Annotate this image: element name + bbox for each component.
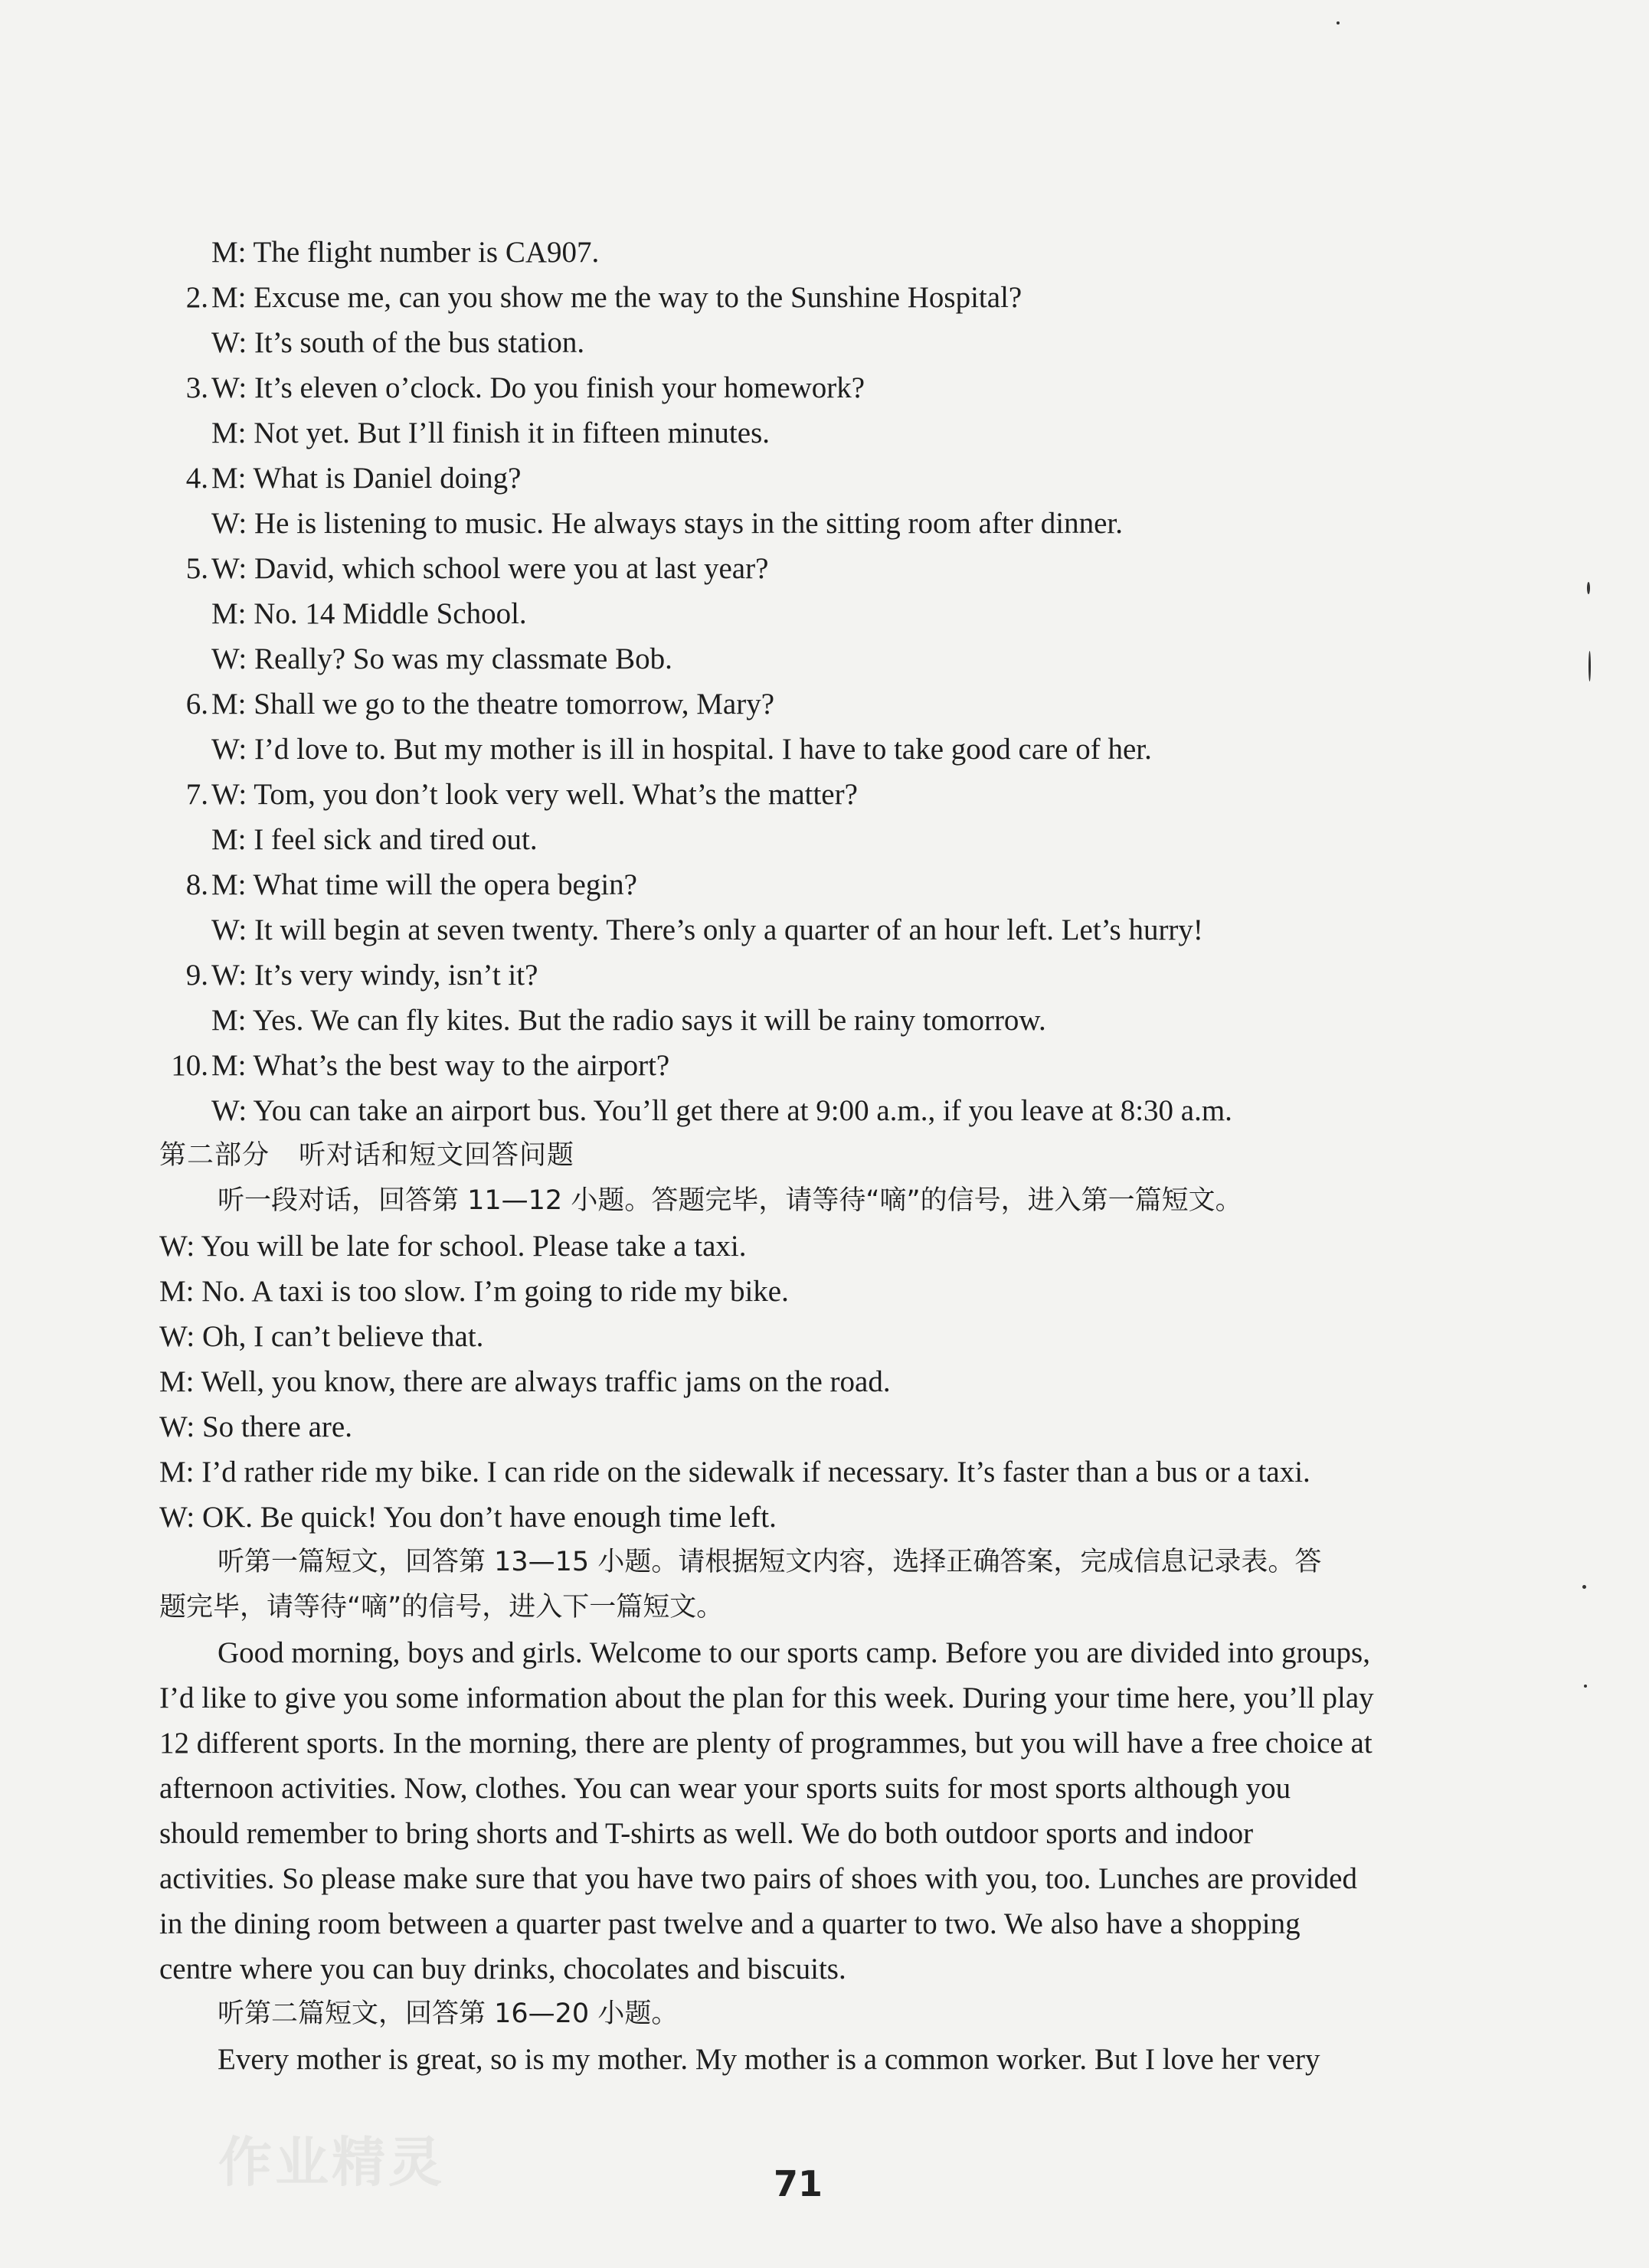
passage-line: 12 different sports. In the morning, there are plenty of programmes, but you will have a free choice at [159,1727,1373,1760]
script-text: W: He is listening to music. He always stays in the sitting room after dinner. [211,507,1124,540]
script-line [159,591,1496,636]
dialogue-line: M: No. A taxi is too slow. I’m going to ride my bike. [159,1275,789,1308]
script-text: W: Tom, you don’t look very well. What’s the matter? [211,778,858,811]
dialogue-line: W: So there are. [159,1410,352,1443]
script-text: M: I feel sick and tired out. [211,823,538,856]
script-text: M: Not yet. But I’ll finish it in fifteen minutes. [211,417,771,449]
script-line [159,546,1496,591]
passage-line: centre where you can buy drinks, chocolates and biscuits. [159,1953,846,1985]
section-heading-title: 听对话和短文回答问题 [299,1140,575,1171]
passage-line: I’d like to give you some information about the plan for this week. During your time here, you’ll play [159,1681,1374,1714]
script-text: M: No. 14 Middle School. [211,597,527,630]
script-text: M: What is Daniel doing? [211,462,522,495]
script-line [159,636,1496,681]
question-number: 10. [171,1049,208,1082]
passage-line: in the dining room between a quarter past twelve and a quarter to two. We also have a shopping [159,1907,1301,1940]
section-heading-number: 第二部分 [159,1140,270,1171]
script-line [159,275,1496,320]
script-line [159,456,1496,501]
dialogue-instruction: 听一段对话，回答第 11—12 小题。答题完毕，请等待“嘀”的信号，进入第一篇短文。 [218,1185,1242,1216]
script-text: W: I’d love to. But my mother is ill in hospital. I have to take good care of her. [211,733,1152,766]
script-text: M: Yes. We can fly kites. But the radio says it will be rainy tomorrow. [211,1004,1046,1037]
passage-line: should remember to bring shorts and T-shirts as well. We do both outdoor sports and indoor [159,1817,1254,1850]
script-line [159,727,1496,772]
dialogue-line: W: Oh, I can’t believe that. [159,1320,484,1353]
script-text: W: Really? So was my classmate Bob. [211,642,672,675]
script-line [159,998,1496,1043]
question-number [159,230,208,275]
question-number: 3. [185,371,208,404]
question-number: 5. [185,552,208,585]
question-number: 8. [185,868,208,901]
question-number [159,410,208,456]
dialogue-line: M: I’d rather ride my bike. I can ride on the sidewalk if necessary. It’s faster than a bus or a taxi. [159,1456,1310,1489]
script-line [159,907,1496,953]
passage2-instruction: 听第二篇短文，回答第 16—20 小题。 [218,1998,679,2029]
question-number [159,636,208,681]
dialogue-line: M: Well, you know, there are always traffic jams on the road. [159,1365,891,1398]
script-text: W: It’s very windy, isn’t it? [211,959,538,992]
scan-speck [1582,1585,1586,1589]
watermark-logo: 作业精灵 [218,2131,445,2194]
passage2-first-line: Every mother is great, so is my mother. My mother is a common worker. But I love her very [218,2043,1320,2076]
page-number: 71 [774,2163,823,2204]
script-text: M: Shall we go to the theatre tomorrow, Mary? [211,688,775,721]
script-text: M: Excuse me, can you show me the way to the Sunshine Hospital? [211,281,1022,314]
question-number [159,907,208,953]
script-line [159,862,1496,907]
section-heading [159,1133,1496,1178]
script-text: M: What time will the opera begin? [211,868,637,901]
question-number [159,501,208,546]
passage1-text [159,1630,1496,1992]
passage-line: activities. So please make sure that you have two pairs of shoes with you, too. Lunches are provided [159,1862,1357,1895]
script-line [159,365,1496,410]
question-number: 7. [185,778,208,811]
question-number [159,727,208,772]
script-line [159,1043,1496,1088]
script-text: M: The flight number is CA907. [211,236,600,269]
question-number [159,998,208,1043]
scan-speck [1588,651,1591,681]
scan-speck [1337,21,1340,25]
script-line [159,320,1496,365]
passage-line: Good morning, boys and girls. Welcome to our sports camp. Before you are divided into groups, [218,1636,1370,1669]
part1-listening-script [159,230,1496,1133]
scan-speck [1584,1685,1587,1688]
question-number [159,591,208,636]
script-text: W: It’s eleven o’clock. Do you finish your homework? [211,371,865,404]
script-line [159,501,1496,546]
question-number [159,1088,208,1133]
passage1-instruction-line1: 听第一篇短文，回答第 13—15 小题。请根据短文内容，选择正确答案，完成信息记录表。答 [218,1547,1322,1577]
question-number: 9. [185,959,208,992]
script-line [159,1088,1496,1133]
passage-line: afternoon activities. Now, clothes. You can wear your sports suits for most sports although you [159,1772,1291,1805]
script-line [159,230,1496,275]
dialogue-line: W: You will be late for school. Please take a taxi. [159,1230,747,1263]
question-number [159,320,208,365]
script-text: M: What’s the best way to the airport? [211,1049,670,1082]
dialogue-block [159,1224,1496,1540]
question-number: 2. [185,281,208,314]
script-text: W: David, which school were you at last year? [211,552,769,585]
script-text: W: It’s south of the bus station. [211,326,585,359]
script-line [159,410,1496,456]
passage1-instruction-line2: 题完毕，请等待“嘀”的信号，进入下一篇短文。 [159,1592,724,1623]
script-text: W: It will begin at seven twenty. There’s only a quarter of an hour left. Let’s hurry! [211,913,1203,946]
script-text: W: You can take an airport bus. You’ll get there at 9:00 a.m., if you leave at 8:30 a.m. [211,1094,1232,1127]
script-line [159,772,1496,817]
scan-speck [1587,582,1590,594]
question-number: 6. [185,688,208,721]
part2-section [159,1133,1496,2082]
question-number: 4. [185,462,208,495]
question-number [159,817,208,862]
script-line [159,953,1496,998]
dialogue-line: W: OK. Be quick! You don’t have enough time left. [159,1501,777,1534]
script-line [159,817,1496,862]
script-line [159,681,1496,727]
